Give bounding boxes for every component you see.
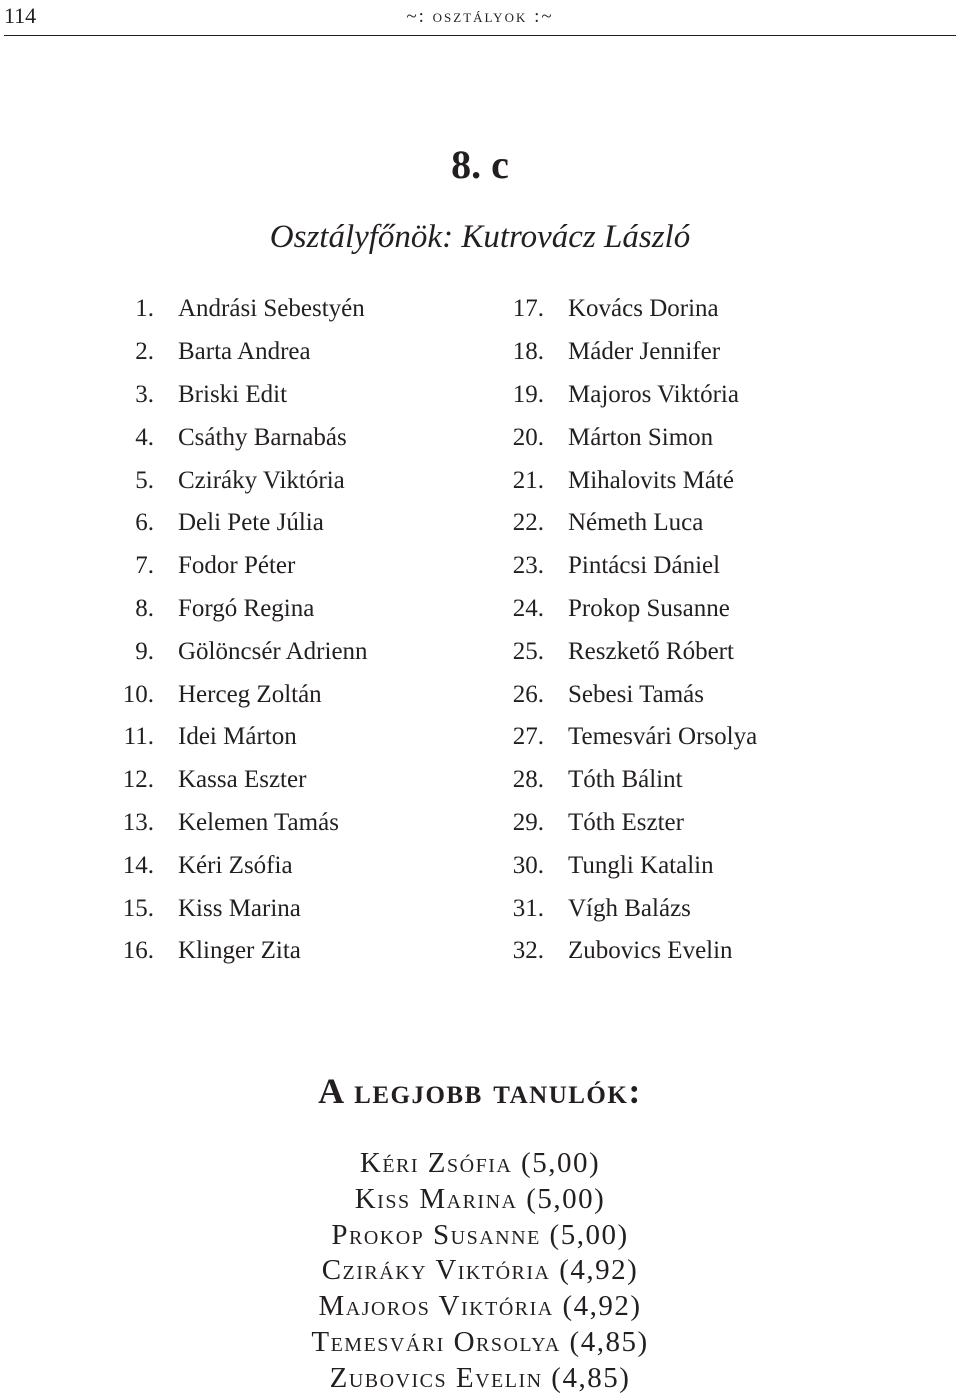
student-list-item — [486, 459, 946, 502]
student-list-item — [486, 502, 946, 545]
student-number: 32. — [512, 937, 544, 965]
student-number: 3. — [135, 380, 154, 408]
header-rule — [4, 35, 956, 36]
page-number: 114 — [4, 3, 37, 28]
student-number: 20. — [512, 423, 544, 451]
best-student: Kéri Zsófia (5,00) — [359, 1147, 601, 1179]
best-student: Zubovics Evelin (4,85) — [329, 1361, 631, 1394]
student-name: Gölöncsér Adrienn — [178, 637, 368, 665]
student-name: Kassa Eszter — [178, 766, 307, 794]
student-list-item — [486, 716, 946, 759]
student-name: Csáthy Barnabás — [178, 423, 347, 451]
student-number: 30. — [512, 851, 544, 879]
student-list-item — [100, 416, 460, 459]
student-list-item — [100, 502, 460, 545]
student-number: 13. — [122, 808, 154, 836]
student-name: Tungli Katalin — [568, 851, 714, 879]
student-number: 10. — [122, 680, 154, 708]
student-list-item — [100, 545, 460, 588]
student-name: Tóth Eszter — [568, 808, 684, 836]
student-number: 7. — [135, 552, 154, 580]
student-number: 17. — [512, 295, 544, 323]
student-name: Sebesi Tamás — [568, 680, 704, 708]
student-list-item — [486, 331, 946, 374]
student-list-item — [486, 930, 946, 973]
best-student: Cziráky Viktória (4,92) — [321, 1254, 639, 1287]
student-list-item — [486, 588, 946, 631]
student-name: Márton Simon — [568, 423, 714, 451]
student-list-left — [100, 288, 460, 973]
student-number: 25. — [512, 637, 544, 665]
student-list-item — [486, 844, 946, 887]
student-list-item — [100, 459, 460, 502]
student-number: 8. — [135, 594, 154, 622]
student-number: 6. — [135, 509, 154, 537]
student-number: 5. — [135, 466, 154, 494]
student-number: 19. — [512, 380, 544, 408]
best-student: Majoros Viktória (4,92) — [318, 1290, 642, 1323]
student-list-item — [100, 374, 460, 417]
student-number: 31. — [512, 894, 544, 922]
student-name: Majoros Viktória — [568, 380, 739, 408]
student-name: Zubovics Evelin — [568, 937, 733, 965]
student-list-item — [486, 887, 946, 930]
student-name: Kovács Dorina — [568, 295, 719, 323]
student-number: 9. — [135, 637, 154, 665]
student-name: Andrási Sebestyén — [178, 295, 365, 323]
student-number: 11. — [123, 723, 154, 751]
student-number: 16. — [122, 937, 154, 965]
student-name: Deli Pete Júlia — [178, 509, 324, 537]
student-number: 26. — [512, 680, 544, 708]
student-name: Mihalovits Máté — [568, 466, 734, 494]
student-number: 2. — [135, 338, 154, 366]
student-list-item — [486, 630, 946, 673]
best-student: Kiss Marina (5,00) — [354, 1182, 606, 1215]
best-student: Prokop Susanne (5,00) — [331, 1218, 629, 1251]
student-name: Temesvári Orsolya — [568, 723, 758, 751]
student-name: Herceg Zoltán — [178, 680, 322, 708]
student-list-item — [100, 288, 460, 331]
student-name: Reszkető Róbert — [568, 637, 734, 665]
student-name: Barta Andrea — [178, 338, 311, 366]
student-name: Cziráky Viktória — [178, 466, 345, 494]
student-number: 21. — [512, 466, 544, 494]
student-name: Vígh Balázs — [568, 894, 691, 922]
student-number: 14. — [122, 851, 154, 879]
student-list-item — [100, 716, 460, 759]
running-head — [0, 0, 960, 36]
student-name: Kelemen Tamás — [178, 808, 339, 836]
student-list-item — [100, 673, 460, 716]
student-number: 23. — [512, 552, 544, 580]
student-number: 4. — [135, 423, 154, 451]
student-list-right — [486, 288, 946, 973]
student-number: 28. — [512, 766, 544, 794]
student-name: Briski Edit — [178, 380, 288, 408]
student-name: Fodor Péter — [178, 552, 296, 580]
student-name: Máder Jennifer — [568, 338, 721, 366]
student-name: Németh Luca — [568, 509, 704, 537]
student-list-item — [100, 930, 460, 973]
student-list-item — [100, 802, 460, 845]
student-number: 12. — [122, 766, 154, 794]
student-list-item — [486, 759, 946, 802]
student-list-item — [486, 545, 946, 588]
student-name: Forgó Regina — [178, 594, 315, 622]
student-list-item — [486, 802, 946, 845]
student-list-item — [486, 288, 946, 331]
best-student: Temesvári Orsolya (4,85) — [311, 1325, 649, 1358]
student-name: Kiss Marina — [178, 894, 301, 922]
student-number: 1. — [135, 295, 154, 323]
student-list-item — [486, 374, 946, 417]
student-name: Idei Márton — [178, 723, 297, 751]
student-name: Tóth Bálint — [568, 766, 683, 794]
student-number: 27. — [512, 723, 544, 751]
student-list-item — [100, 331, 460, 374]
student-list-item — [100, 844, 460, 887]
student-list-item — [100, 887, 460, 930]
student-name: Prokop Susanne — [568, 594, 730, 622]
student-number: 15. — [122, 894, 154, 922]
student-name: Kéri Zsófia — [178, 851, 293, 879]
student-list-item — [100, 759, 460, 802]
student-list-item — [486, 673, 946, 716]
student-name: Klinger Zita — [178, 937, 301, 965]
student-number: 29. — [512, 808, 544, 836]
student-number: 24. — [512, 594, 544, 622]
student-list-item — [486, 416, 946, 459]
class-name: 8. c — [451, 142, 509, 187]
class-teacher: Osztályfőnök: Kutrovácz László — [269, 219, 691, 255]
student-list-item — [100, 630, 460, 673]
best-students-list — [180, 1146, 780, 1397]
student-name: Pintácsi Dániel — [568, 552, 721, 580]
student-number: 18. — [512, 338, 544, 366]
best-students-heading: A legjobb tanulók: — [318, 1071, 642, 1111]
student-number: 22. — [512, 509, 544, 537]
section-title: ~: osztályok :~ — [406, 6, 554, 27]
student-list-item — [100, 588, 460, 631]
